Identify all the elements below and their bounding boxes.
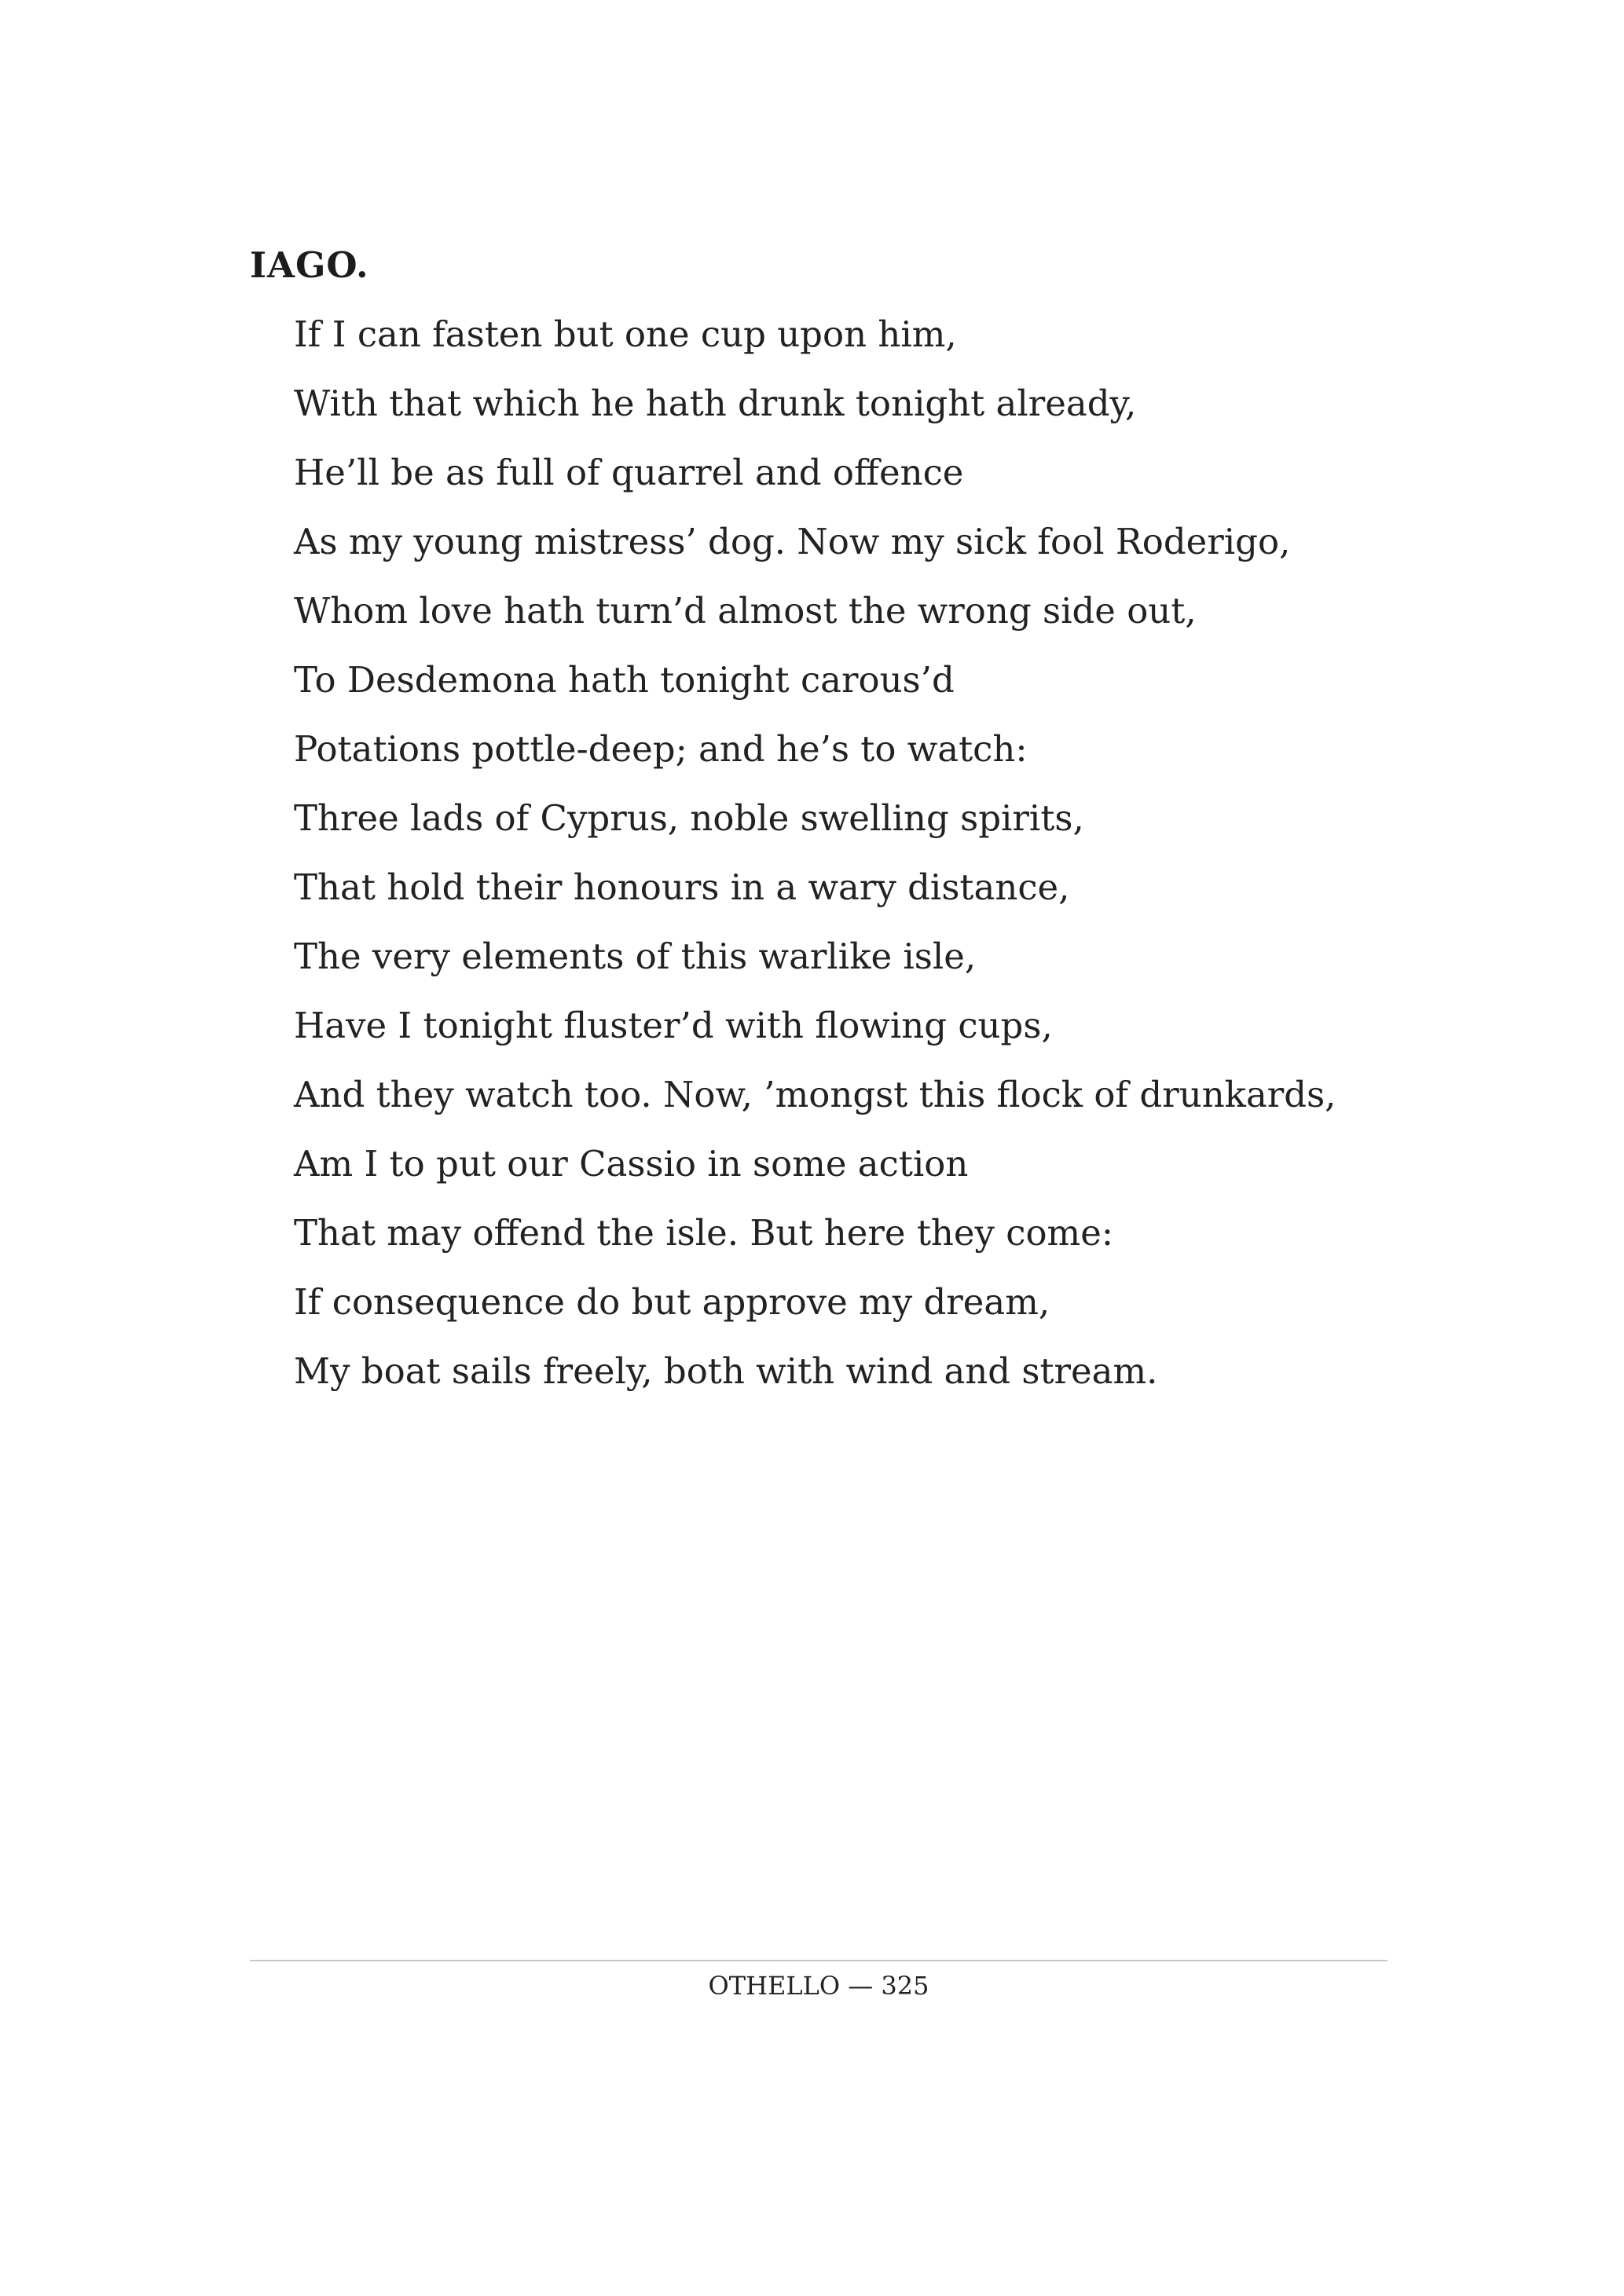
verse-line: That may offend the isle. But here they come: — [294, 1212, 1114, 1254]
verse-line: If I can fasten but one cup upon him, — [294, 313, 957, 355]
verse-line: My boat sails freely, both with wind and stream. — [294, 1350, 1158, 1392]
verse-line: If consequence do but approve my dream, — [294, 1281, 1050, 1323]
verse-line: Whom love hath turn’d almost the wrong side out, — [294, 590, 1197, 632]
verse-line: To Desdemona hath tonight carous’d — [294, 659, 955, 701]
verse-line: Potations pottle-deep; and he’s to watch: — [294, 728, 1028, 770]
footer-divider — [250, 1960, 1388, 1961]
verse-line: That hold their honours in a wary distance, — [294, 866, 1070, 908]
verse-line: He’ll be as full of quarrel and offence — [294, 452, 964, 493]
verse-line: As my young mistress’ dog. Now my sick fool Roderigo, — [294, 521, 1291, 562]
verse-line: Have I tonight fluster’d with flowing cups, — [294, 1005, 1053, 1046]
speaker-name: IAGO. — [250, 244, 369, 286]
verse-line: Am I to put our Cassio in some action — [294, 1143, 969, 1185]
verse-line: And they watch too. Now, ’mongst this flock of drunkards, — [294, 1074, 1336, 1115]
verse-line: The very elements of this warlike isle, — [294, 936, 977, 977]
verse-line: With that which he hath drunk tonight already, — [294, 383, 1137, 424]
verse-block — [294, 309, 1336, 1415]
running-footer: OTHELLO — 325 — [708, 1971, 929, 2001]
verse-line: Three lads of Cyprus, noble swelling spirits, — [294, 797, 1084, 839]
